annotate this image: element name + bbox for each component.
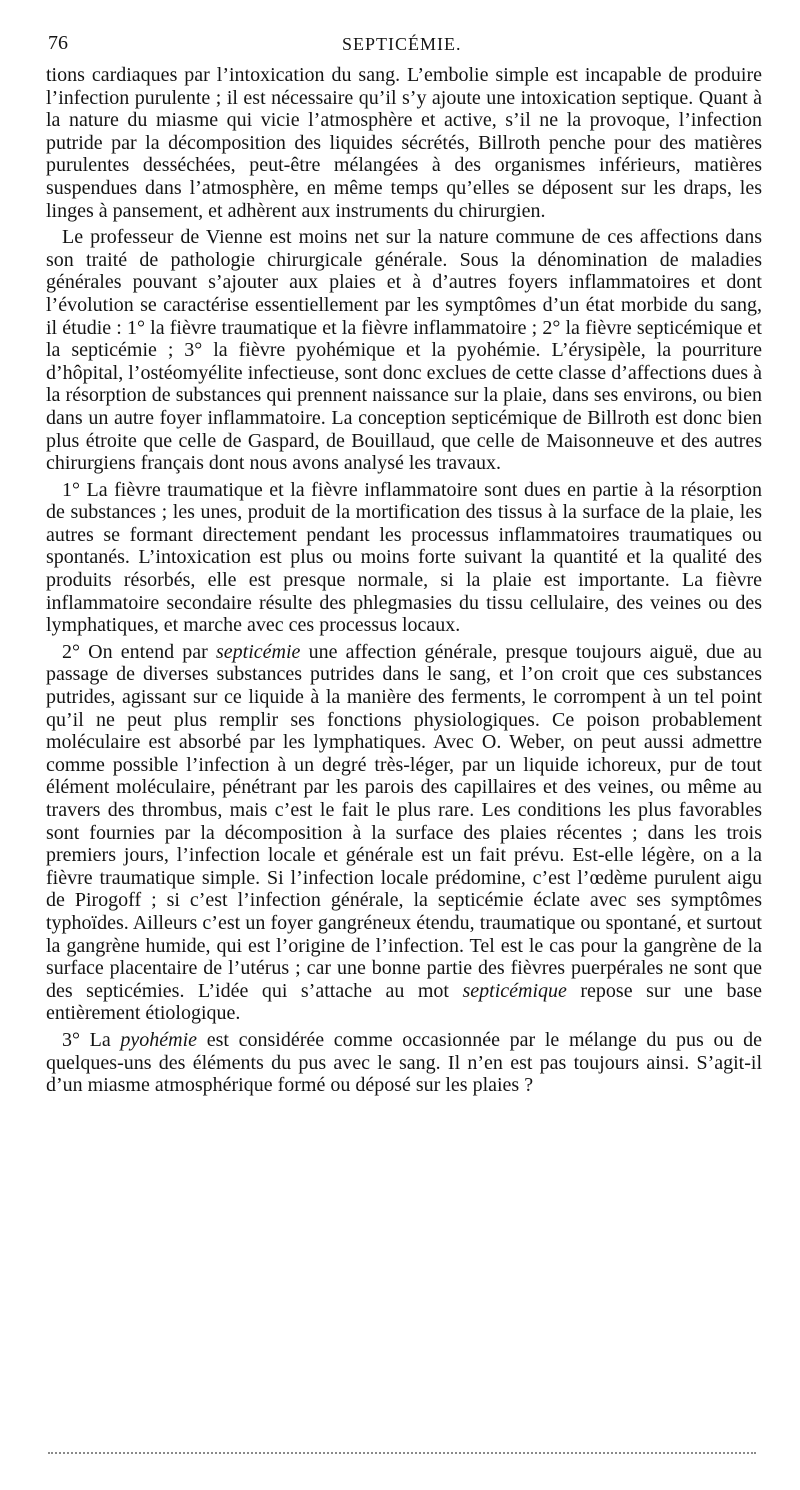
paragraph-5 [46,1029,762,1097]
page-header [48,30,770,60]
paragraph-3: 1° La fièvre traumatique et la fièvre inflammatoire sont dues en partie à la résorption de substances ; les unes, produit de la mortification des tissus à la surface de la plaie, les autres se formant directement pendant les processus inflammatoires traumatiques ou spontanés. L’intoxication est plus ou moins forte suivant la quantité et la qualité des produits résorbés, elle est presque normale, si la plaie est importante. La fièvre inflammatoire secondaire résulte des phlegmasies du tissu cellulaire, des veines ou des lymphatiques, et marche avec ces processus locaux. [46,478,762,637]
bottom-dotted-rule [48,1452,756,1454]
paragraph-4 [46,641,762,1025]
body-text [46,64,762,1097]
running-title: SEPTICÉMIE. [342,34,462,54]
paragraph-4-body: une affection générale, presque toujours aiguë, due au passage de diverses substances putrides dans le sang, et l’on croit que ces substances putrides, agissant sur ce liquide à la manière des ferments, le corrompent à un tel point qu’il ne peut plus remplir ses fonctions physiologiques. Ce poison probablement moléculaire est absorbé par les lymphatiques. Avec O. Weber, on peut aussi admettre comme possible l’infection à un degré très-léger, par un liquide ichoreux, pur de tout élément moléculaire, pénétrant par les parois des capillaires et des veines, ou même au travers des thrombus, mais c’est le fait le plus rare. Les conditions les plus favorables sont fournies par la décomposition à la surface des plaies récentes ; dans les trois premiers jours, l’infection locale et générale est un fait prévu. Est-elle légère, on a la fièvre traumatique simple. Si l’infection locale prédomine, c’est l’œdème purulent aigu de Pirogoff ; si c’est l’infection générale, la septicémie éclate avec ses symptômes typhoïdes. Ailleurs c’est un foyer gangréneux étendu, traumatique ou spontané, et surtout la gangrène humide, qui est l’origine de l’infection. Tel est le cas pour la gangrène de la surface placentaire de l’utérus ; car une bonne partie des fièvres puerpérales ne sont que des septicémies. L’idée qui s’attache au mot [46,640,762,1002]
paragraph-4-intro: 2° On entend par [62,640,217,663]
term-pyohemie: pyohémie [120,1028,198,1051]
paragraph-2: Le professeur de Vienne est moins net sur la nature commune de ces affections dans son traité de pathologie chirurgicale générale. Sous la dénomination de maladies générales pouvant s’ajouter aux plaies et à d’autres foyers inflammatoires et dont l’évolution se caractérise essentiellement par les symptômes d’un état morbide du sang, il étudie : 1° la fièvre traumatique et la fièvre inflammatoire ; 2° la fièvre septicémique et la septicémie ; 3° la fièvre pyohémique et la pyohémie. L’érysipèle, la pourriture d’hôpital, l’ostéomyélite infectieuse, sont donc exclues de cette classe d’affections dues à la résorption de substances qui prennent naissance sur la plaie, dans ses environs, ou bien dans un autre foyer inflammatoire. La conception septicémique de Billroth est donc bien plus étroite que celle de Gaspard, de Bouillaud, que celle de Maisonneuve et des autres chirurgiens français dont nous avons analysé les travaux. [46,226,762,475]
term-septicemique: septicémique [462,979,567,1002]
page-number: 76 [48,32,68,54]
paragraph-4-end: repose sur une base entièrement étiologique. [46,979,762,1025]
paragraph-5-body: est considérée comme occasionnée par le mélange du pus ou de quelques-uns des éléments du pus avec le sang. Il n’en est pas toujours ainsi. S’agit-il d’un miasme atmosphérique formé ou déposé sur les plaies ? [46,1028,762,1097]
paragraph-1: tions cardiaques par l’intoxication du sang. L’embolie simple est incapable de produire l’infection purulente ; il est nécessaire qu’il s’y ajoute une intoxication septique. Quant à la nature du miasme qui vicie l’atmosphère et active, s’il ne la provoque, l’infection putride par la décomposition des liquides sécrétés, Billroth penche pour des matières purulentes desséchées, peut-être mélangées à des organismes inférieurs, matières suspendues dans l’atmosphère, en même temps qu’elles se déposent sur les draps, les linges à pansement, et adhèrent aux instruments du chirurgien. [46,64,762,222]
term-septicemie: septicémie [216,640,301,663]
paragraph-5-intro: 3° La [62,1028,121,1051]
